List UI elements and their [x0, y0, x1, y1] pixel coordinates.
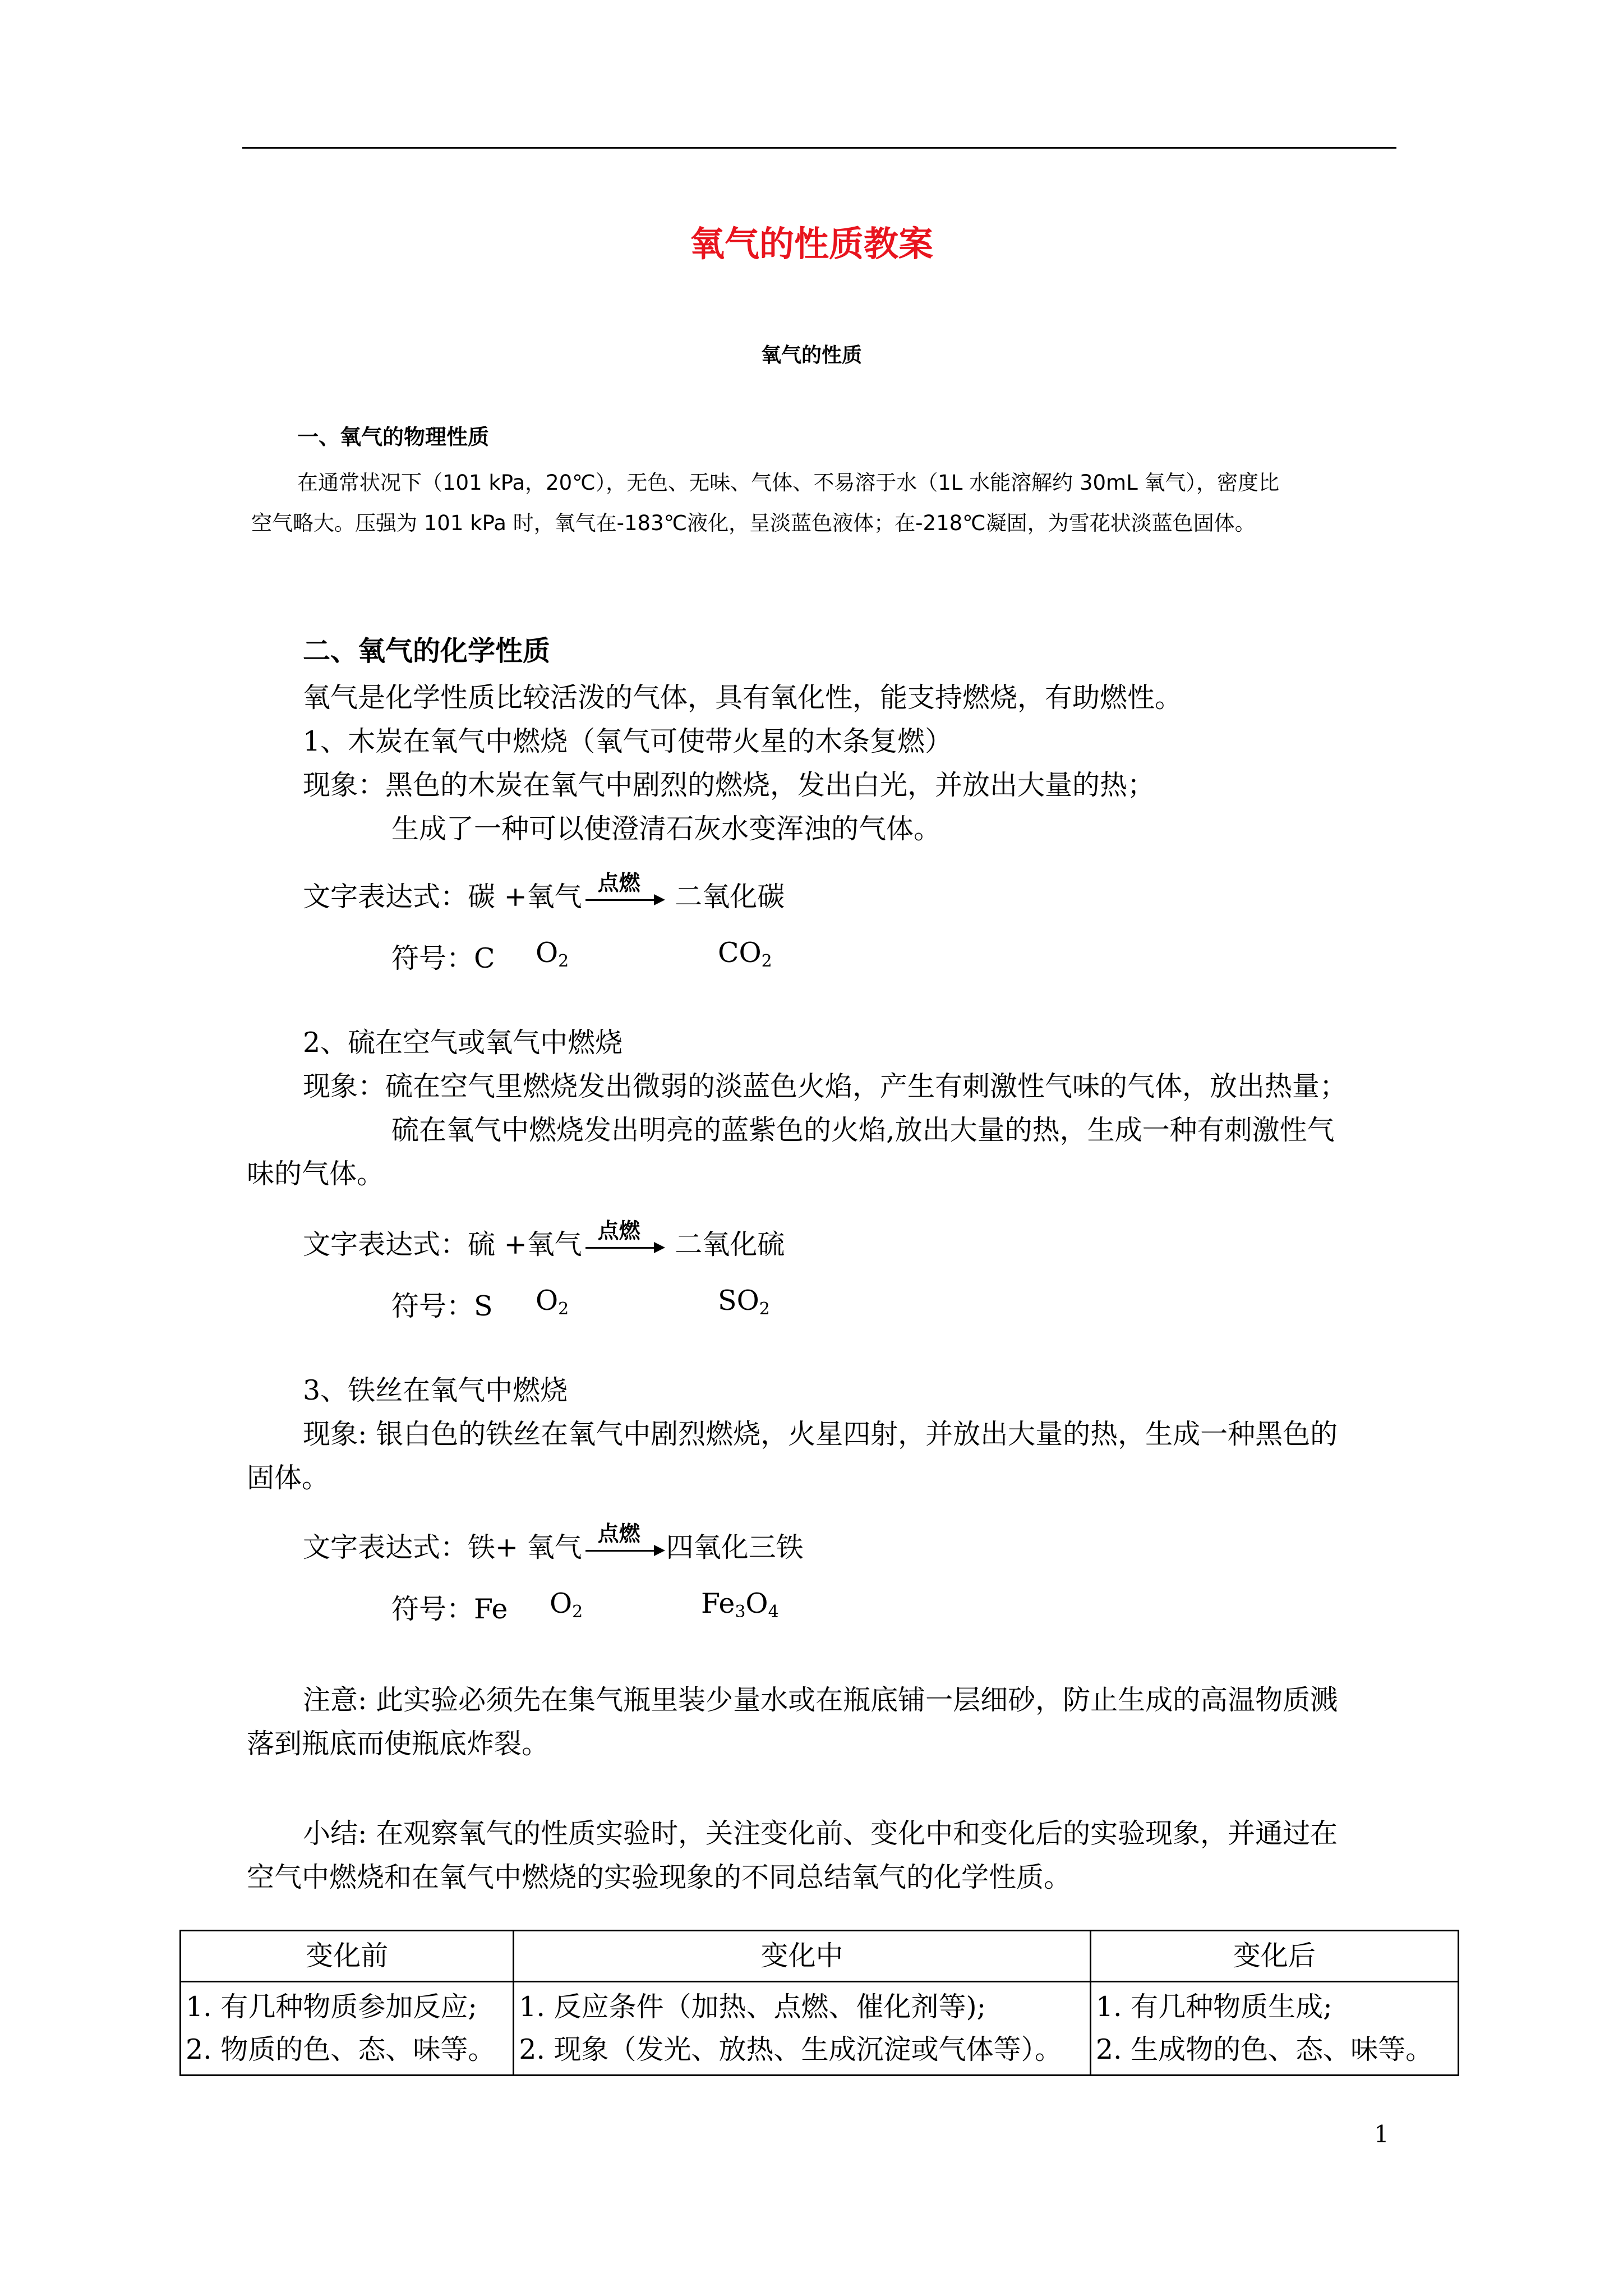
table-cell: 1. 反应条件（加热、点燃、催化剂等); 2. 现象（发光、放热、生成沉淀或气体等）。: [514, 1982, 1091, 2076]
page-number: 1: [1374, 2120, 1389, 2148]
table-cell: 1. 有几种物质生成; 2. 生成物的色、态、味等。: [1090, 1982, 1458, 2076]
exp2-reactants: 文字表达式：硫 +氧气: [303, 1228, 582, 1260]
exp1-reactants: 文字表达式：碳 +氧气: [303, 881, 582, 913]
table-row: [181, 1982, 1459, 2076]
header-rule: [242, 147, 1396, 149]
document-subtitle: 氧气的性质: [760, 343, 862, 367]
section2-heading: 二、氧气的化学性质: [303, 634, 551, 667]
exp1-symbol-product: $CO_2$: [718, 937, 772, 971]
exp2-symbol-product: $SO_2$: [718, 1285, 770, 1319]
section1-para-line1: 在通常状况下（101 kPa，20℃），无色、无味、气体、不易溶于水（1L 水能溶解约 30mL 氧气），密度比: [297, 471, 1279, 495]
exp2-symbol-oxygen: $O_2$: [536, 1285, 569, 1319]
exp3-reactants: 文字表达式：铁+ 氧气: [303, 1531, 582, 1563]
table-cell: 1. 有几种物质参加反应; 2. 物质的色、态、味等。: [181, 1982, 514, 2076]
exp1-product: 二氧化碳: [675, 881, 785, 913]
section2-intro: 氧气是化学性质比较活泼的气体，具有氧化性，能支持燃烧，有助燃性。: [303, 682, 1183, 714]
table-header-cell: 变化后: [1090, 1931, 1458, 1982]
exp1-word-equation: [303, 870, 785, 916]
note-line1: 注意: 此实验必须先在集气瓶里装少量水或在瓶底铺一层细砂，防止生成的高温物质溅: [303, 1684, 1338, 1716]
exp2-word-equation: [303, 1218, 785, 1264]
summary-line2: 空气中燃烧和在氧气中燃烧的实验现象的不同总结氧气的化学性质。: [247, 1861, 1072, 1893]
summary-table: [179, 1930, 1459, 2076]
arrow-condition: 点燃: [597, 1218, 640, 1243]
reaction-arrow: [582, 870, 666, 916]
section1-heading: 一、氧气的物理性质: [297, 424, 490, 449]
exp3-title: 3、铁丝在氧气中燃烧: [303, 1374, 568, 1406]
note-line2: 落到瓶底而使瓶底炸裂。: [247, 1728, 550, 1760]
reaction-arrow: [582, 1218, 666, 1264]
exp1-symbols-label: 符号：C: [391, 942, 495, 974]
exp1-symbol-oxygen: $O_2$: [536, 937, 569, 971]
exp2-product: 二氧化硫: [675, 1228, 785, 1260]
table-header-cell: 变化中: [514, 1931, 1091, 1982]
exp2-title: 2、硫在空气或氧气中燃烧: [303, 1027, 623, 1059]
summary-line1: 小结: 在观察氧气的性质实验时，关注变化前、变化中和变化后的实验现象，并通过在: [303, 1818, 1338, 1849]
exp1-phenomenon-line2: 生成了一种可以使澄清石灰水变浑浊的气体。: [391, 813, 942, 845]
exp2-phenomenon-line2: 硫在氧气中燃烧发出明亮的蓝紫色的火焰,放出大量的热，生成一种有刺激性气: [391, 1114, 1335, 1146]
exp1-title: 1、木炭在氧气中燃烧（氧气可使带火星的木条复燃）: [303, 725, 953, 757]
exp2-symbols-label: 符号：S: [391, 1290, 493, 1322]
exp2-phenomenon-line1: 现象：硫在空气里燃烧发出微弱的淡蓝色火焰，产生有刺激性气味的气体，放出热量；: [303, 1070, 1348, 1102]
exp3-symbols-label: 符号：Fe: [391, 1593, 508, 1625]
exp3-symbol-oxygen: $O_2$: [550, 1588, 583, 1622]
exp3-symbol-product: $Fe_3O_4$: [701, 1588, 779, 1622]
section1-para-line2: 空气略大。压强为 101 kPa 时，氧气在-183℃液化，呈淡蓝色液体；在-218℃凝固，为雪花状淡蓝色固体。: [251, 511, 1256, 535]
arrow-condition: 点燃: [597, 870, 640, 895]
table-header-row: [181, 1931, 1459, 1982]
exp3-product: 四氧化三铁: [666, 1531, 804, 1563]
exp1-phenomenon-line1: 现象：黑色的木炭在氧气中剧烈的燃烧，发出白光，并放出大量的热；: [303, 769, 1155, 801]
exp3-word-equation: [303, 1521, 804, 1567]
arrow-condition: 点燃: [597, 1521, 640, 1546]
exp3-phenomenon-line2: 固体。: [247, 1462, 330, 1494]
exp3-phenomenon-line1: 现象: 银白色的铁丝在氧气中剧烈燃烧，火星四射，并放出大量的热，生成一种黑色的: [303, 1418, 1338, 1450]
table-header-cell: 变化前: [181, 1931, 514, 1982]
reaction-arrow: [582, 1521, 666, 1567]
exp2-phenomenon-line3: 味的气体。: [247, 1158, 385, 1190]
document-title: 氧气的性质教案: [689, 223, 933, 264]
